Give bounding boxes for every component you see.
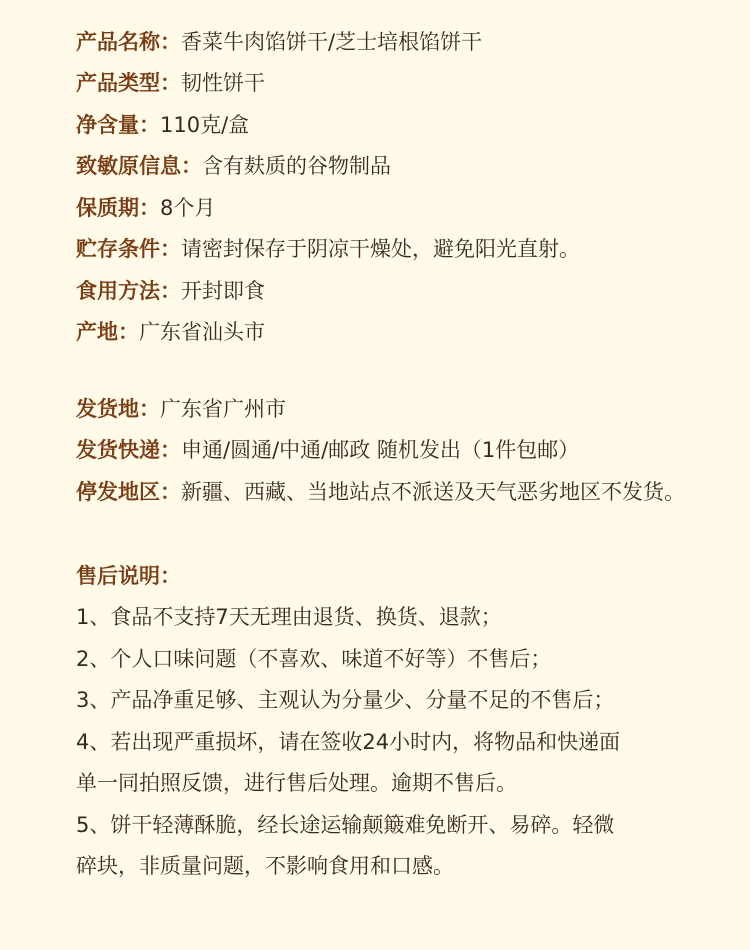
shipping-value: 广东省广州市 [160,397,286,421]
info-row-shelf-life [76,193,215,223]
info-row-net-content [76,110,249,140]
shipping-label: 停发地区： [76,480,181,504]
info-row-storage [76,234,580,264]
info-value: 香菜牛肉馅饼干/芝士培根馅饼干 [181,30,483,54]
shipping-row-excluded-regions [76,477,685,507]
after-sales-heading: 售后说明： [76,564,181,588]
info-row-origin [76,317,265,347]
after-sales-line: 2、个人口味问题（不喜欢、味道不好等）不售后； [76,647,552,671]
info-value: 含有麸质的谷物制品 [202,154,391,178]
shipping-label: 发货地： [76,397,160,421]
shipping-value: 新疆、西藏、当地站点不派送及天气恶劣地区不发货。 [181,480,685,504]
after-sales-line: 4、若出现严重损坏，请在签收24小时内，将物品和快递面 [76,730,621,754]
info-value: 8个月 [160,196,216,220]
after-sales-line: 碎块，非质量问题，不影响食用和口感。 [76,854,454,878]
info-value: 110克/盒 [160,113,250,137]
shipping-row-origin [76,394,286,424]
info-row-usage [76,276,265,306]
info-value: 请密封保存于阴凉干燥处，避免阳光直射。 [181,237,580,261]
info-label: 产地： [76,320,139,344]
shipping-row-courier [76,435,579,465]
info-label: 食用方法： [76,279,181,303]
after-sales-line: 3、产品净重足够、主观认为分量少、分量不足的不售后； [76,688,615,712]
info-row-allergen [76,151,391,181]
shipping-value: 申通/圆通/中通/邮政 随机发出（1件包邮） [181,438,580,462]
info-label: 贮存条件： [76,237,181,261]
info-value: 开封即食 [181,279,265,303]
after-sales-line: 1、食品不支持7天无理由退货、换货、退款； [76,605,502,629]
after-sales-line: 5、饼干轻薄酥脆，经长途运输颠簸难免断开、易碎。轻微 [76,813,615,837]
info-label: 净含量： [76,113,160,137]
info-label: 致敏原信息： [76,154,202,178]
info-row-product-name [76,27,482,57]
info-value: 韧性饼干 [181,71,265,95]
info-row-product-type [76,68,265,98]
after-sales-line: 单一同拍照反馈，进行售后处理。逾期不售后。 [76,771,517,795]
info-label: 产品类型： [76,71,181,95]
shipping-label: 发货快递： [76,438,181,462]
info-label: 保质期： [76,196,160,220]
info-value: 广东省汕头市 [139,320,265,344]
info-label: 产品名称： [76,30,181,54]
